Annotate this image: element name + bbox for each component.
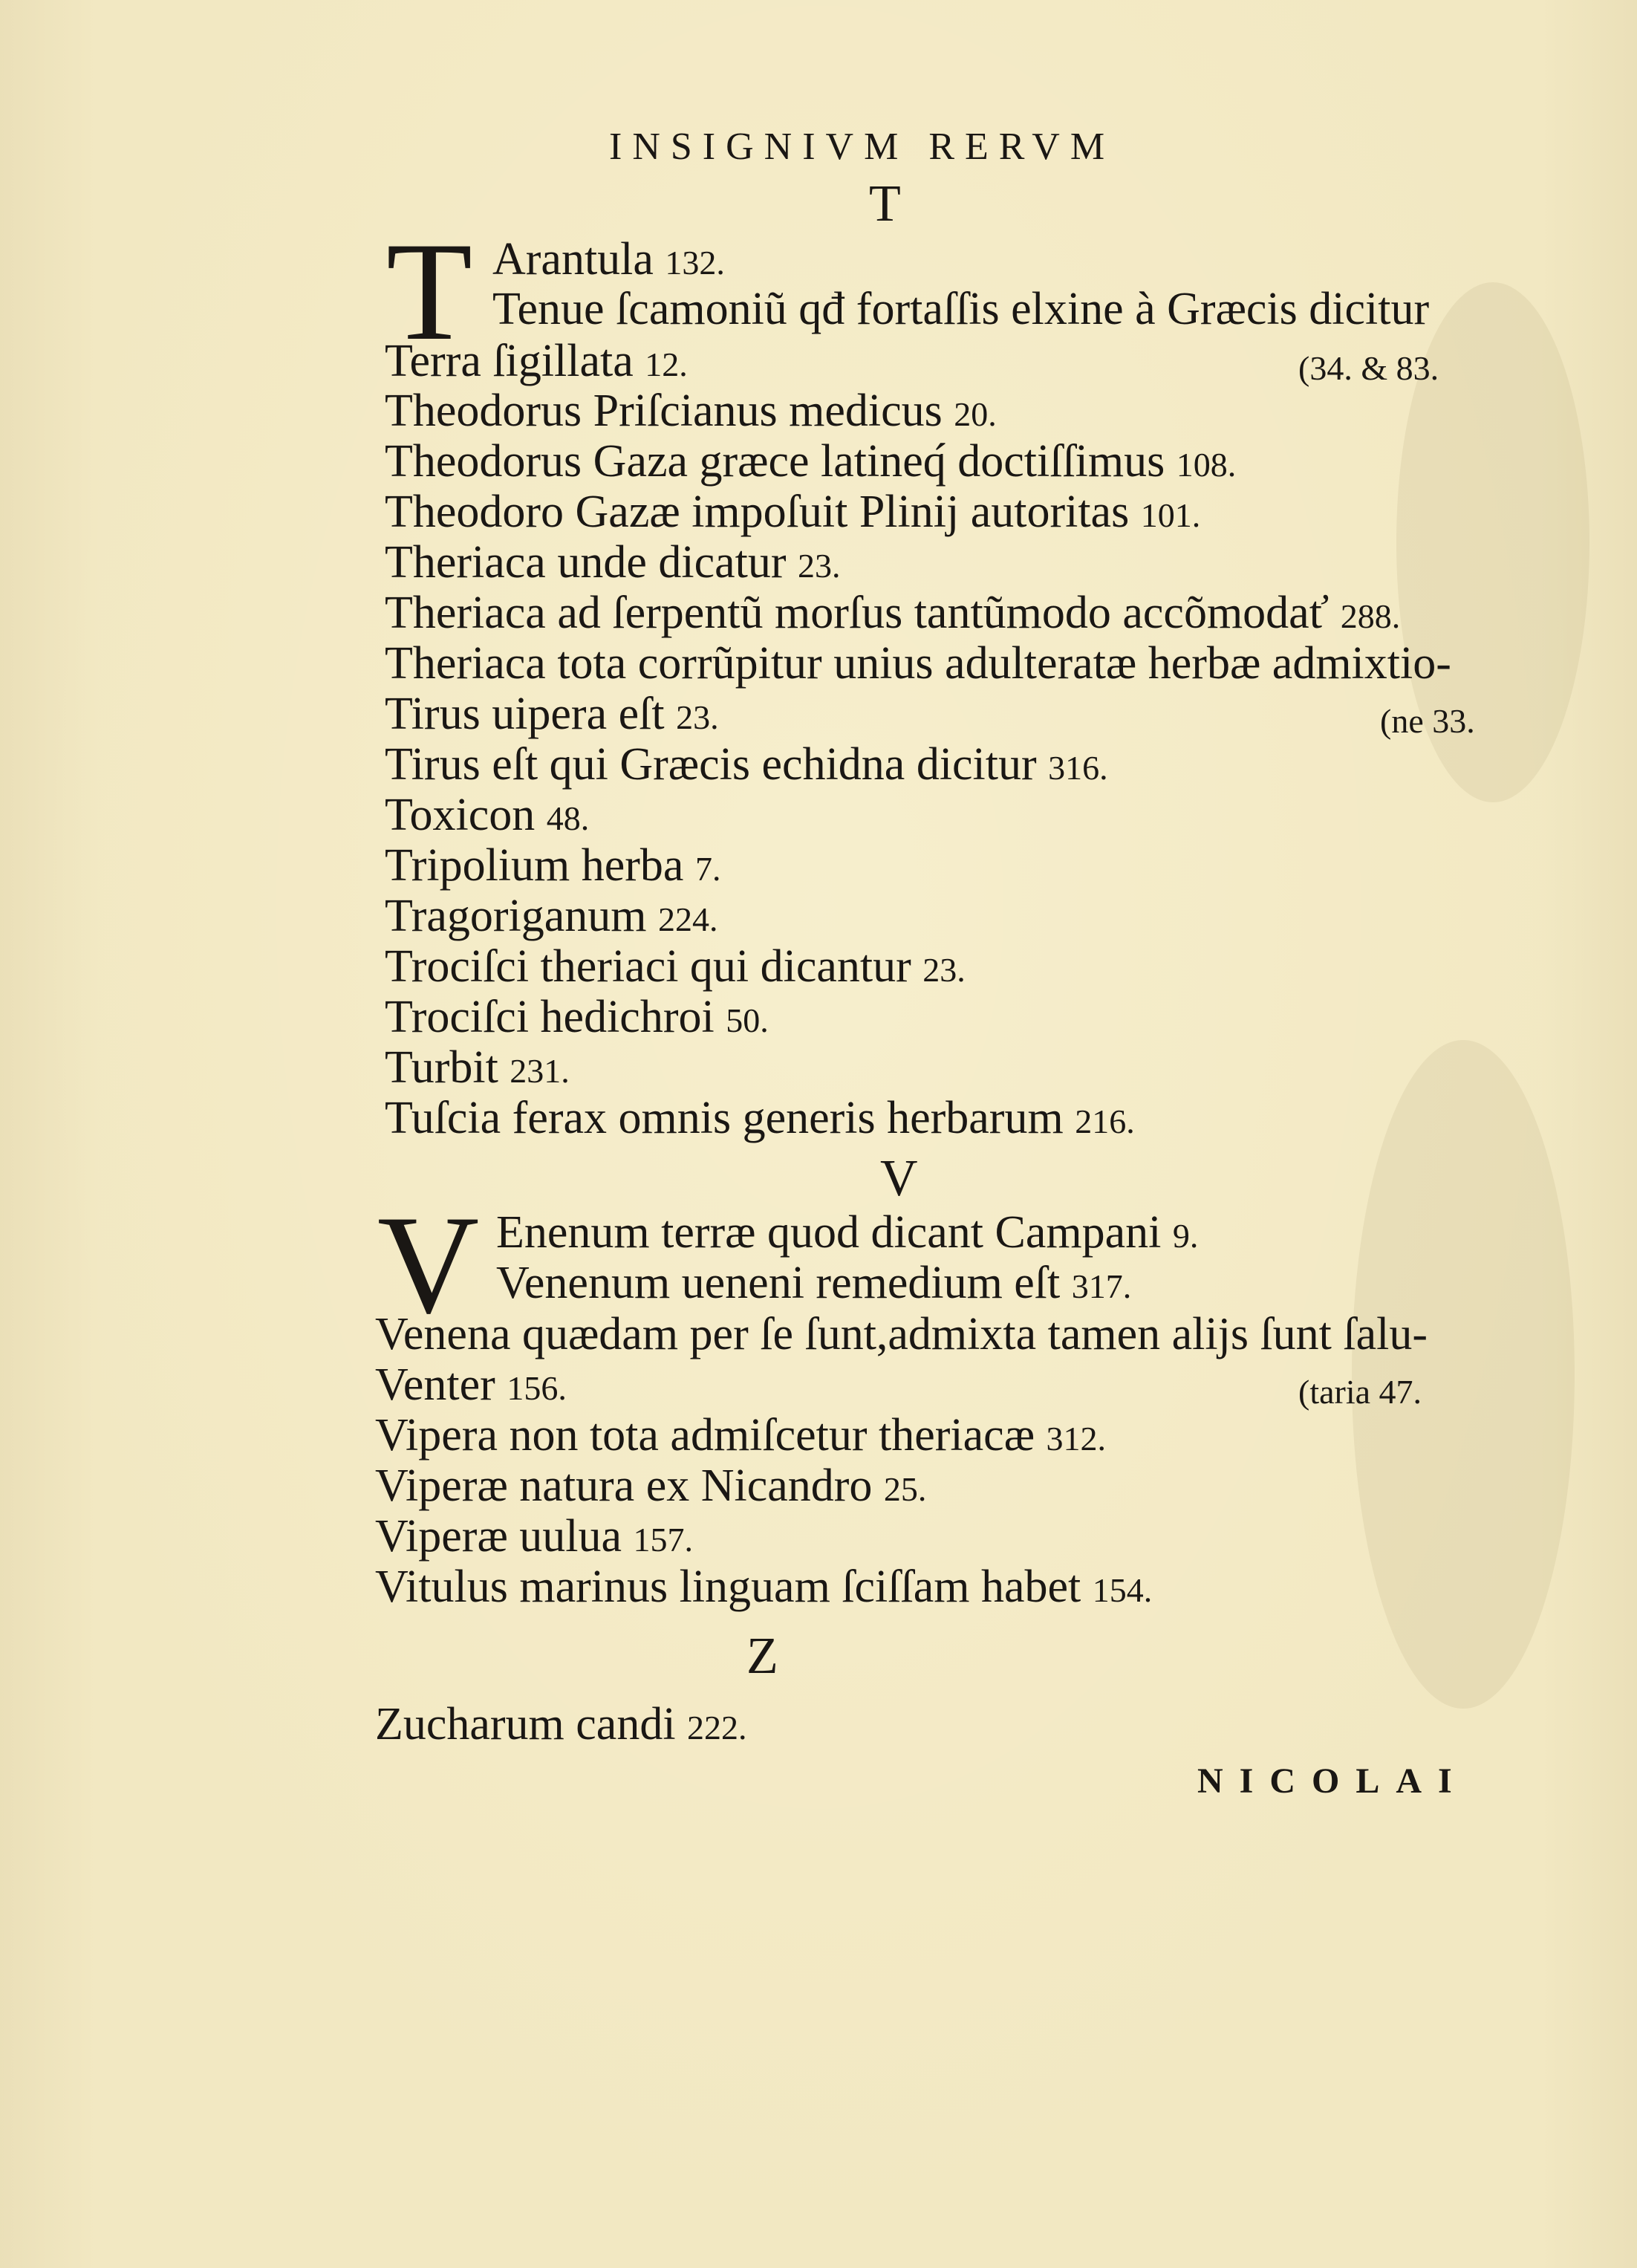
entry-text: Trociſci hedichroi bbox=[385, 992, 715, 1042]
index-entry bbox=[385, 388, 997, 434]
index-entry bbox=[385, 792, 589, 838]
entry-text: Tragoriganum bbox=[385, 891, 647, 941]
entry-text: Theriaca unde dicatur bbox=[385, 537, 787, 588]
index-entry bbox=[385, 893, 717, 939]
page-number: 231. bbox=[510, 1052, 570, 1090]
turnover-line bbox=[1380, 695, 1475, 741]
entry-text: Arantula bbox=[492, 234, 654, 285]
entry-text: Viperæ uulua bbox=[375, 1511, 622, 1562]
entry-text: Theodoro Gazæ impoſuit Plinij autoritas bbox=[385, 487, 1130, 537]
entry-text: Vipera non tota admiſcetur theriacæ bbox=[375, 1410, 1035, 1460]
index-entry bbox=[492, 286, 1429, 332]
index-entry bbox=[496, 1207, 1199, 1258]
index-entry bbox=[375, 1311, 1428, 1357]
index-entry bbox=[385, 638, 1451, 689]
entry-text: Tripolium herba bbox=[385, 840, 684, 891]
page-number: 216. bbox=[1075, 1102, 1135, 1140]
section-heading-z: Z bbox=[746, 1628, 778, 1685]
index-entry bbox=[385, 1095, 1135, 1141]
index-entry bbox=[375, 1564, 1152, 1610]
page-number: 9. bbox=[1172, 1217, 1199, 1255]
catchword: NICOLAI bbox=[1197, 1761, 1468, 1801]
entry-text: Theriaca ad ſerpentũ morſus tantũmodo accõmodať bbox=[385, 588, 1330, 638]
section-heading-v: V bbox=[880, 1150, 918, 1207]
index-entry bbox=[385, 994, 769, 1040]
page-number: 20. bbox=[954, 395, 997, 433]
entry-text: Tenue ſcamoniũ qđ fortaſſis elxine à Græcis dicitur bbox=[492, 284, 1430, 334]
running-head: INSIGNIVM RERVM bbox=[609, 126, 1116, 168]
section-heading-t: T bbox=[869, 175, 901, 233]
page-number: 23. bbox=[797, 547, 841, 585]
page-number: 25. bbox=[883, 1470, 927, 1508]
index-entry bbox=[385, 1044, 570, 1091]
page-number: 23. bbox=[922, 951, 966, 989]
page-number: 154. bbox=[1092, 1571, 1153, 1609]
page-number: 156. bbox=[507, 1369, 567, 1407]
page-number: 222. bbox=[687, 1709, 747, 1747]
index-entry bbox=[385, 840, 721, 891]
entry-text: Turbit bbox=[385, 1042, 498, 1093]
entry-text: Theodorus Gaza græce latineq́ doctiſſimus bbox=[385, 436, 1165, 487]
turnover-text: (ne 33. bbox=[1380, 702, 1475, 740]
index-entry bbox=[385, 590, 1400, 636]
page-number: 50. bbox=[726, 1001, 769, 1039]
entry-text: Viperæ natura ex Nicandro bbox=[375, 1460, 873, 1511]
page-number: 157. bbox=[633, 1521, 694, 1559]
index-entry bbox=[496, 1260, 1131, 1306]
index-entry bbox=[385, 943, 966, 990]
page-number: 108. bbox=[1176, 446, 1237, 484]
index-entry bbox=[385, 691, 719, 737]
page-number: 224. bbox=[657, 900, 718, 938]
index-entry bbox=[375, 1359, 567, 1410]
turnover-text: (taria 47. bbox=[1298, 1373, 1422, 1411]
entry-text: Venena quædam per ſe ſunt,admixta tamen alijs ſunt ſalu- bbox=[375, 1309, 1428, 1359]
page-number: 12. bbox=[645, 345, 688, 383]
turnover-line bbox=[1298, 342, 1439, 388]
page-number: 101. bbox=[1140, 496, 1201, 534]
entry-text: Theodorus Priſcianus medicus bbox=[385, 386, 943, 436]
turnover-text: (34. & 83. bbox=[1298, 349, 1439, 387]
drop-cap-t: T bbox=[386, 214, 473, 370]
index-entry bbox=[385, 338, 688, 384]
entry-text: Tuſcia ferax omnis generis herbarum bbox=[385, 1093, 1064, 1143]
entry-text: Trociſci theriaci qui dicantur bbox=[385, 941, 911, 992]
entry-text: Venenum ueneni remedium eſt bbox=[496, 1258, 1061, 1308]
index-entry bbox=[375, 1412, 1106, 1458]
index-entry bbox=[492, 234, 725, 285]
page-number: 316. bbox=[1048, 749, 1108, 787]
page-number: 312. bbox=[1046, 1420, 1107, 1458]
page-number: 288. bbox=[1340, 597, 1401, 635]
page-number: 132. bbox=[665, 244, 725, 282]
entry-text: Enenum terræ quod dicant Campani bbox=[496, 1207, 1162, 1258]
entry-text: Zucharum candi bbox=[375, 1699, 676, 1749]
entry-text: Terra ſigillata bbox=[385, 336, 634, 386]
page-number: 48. bbox=[546, 799, 590, 837]
index-entry bbox=[385, 739, 1108, 790]
index-entry bbox=[375, 1511, 694, 1562]
entry-text: Theriaca tota corrũpitur unius adulteratæ herbæ admixtio- bbox=[385, 638, 1451, 689]
turnover-line bbox=[1298, 1365, 1422, 1411]
index-entry bbox=[385, 537, 841, 588]
entry-text: Tirus eſt qui Græcis echidna dicitur bbox=[385, 739, 1037, 790]
entry-text: Venter bbox=[375, 1359, 495, 1410]
page-number: 23. bbox=[676, 698, 719, 736]
entry-text: Tirus uipera eſt bbox=[385, 689, 665, 739]
page-number: 7. bbox=[694, 850, 721, 888]
index-entry bbox=[375, 1460, 927, 1511]
drop-cap-v: V bbox=[377, 1187, 480, 1343]
entry-text: Vitulus marinus linguam ſciſſam habet bbox=[375, 1562, 1081, 1612]
page-number: 317. bbox=[1071, 1267, 1132, 1305]
index-entry bbox=[385, 436, 1237, 487]
entry-text: Toxicon bbox=[385, 790, 536, 840]
index-entry bbox=[385, 489, 1200, 535]
index-entry bbox=[375, 1701, 747, 1747]
